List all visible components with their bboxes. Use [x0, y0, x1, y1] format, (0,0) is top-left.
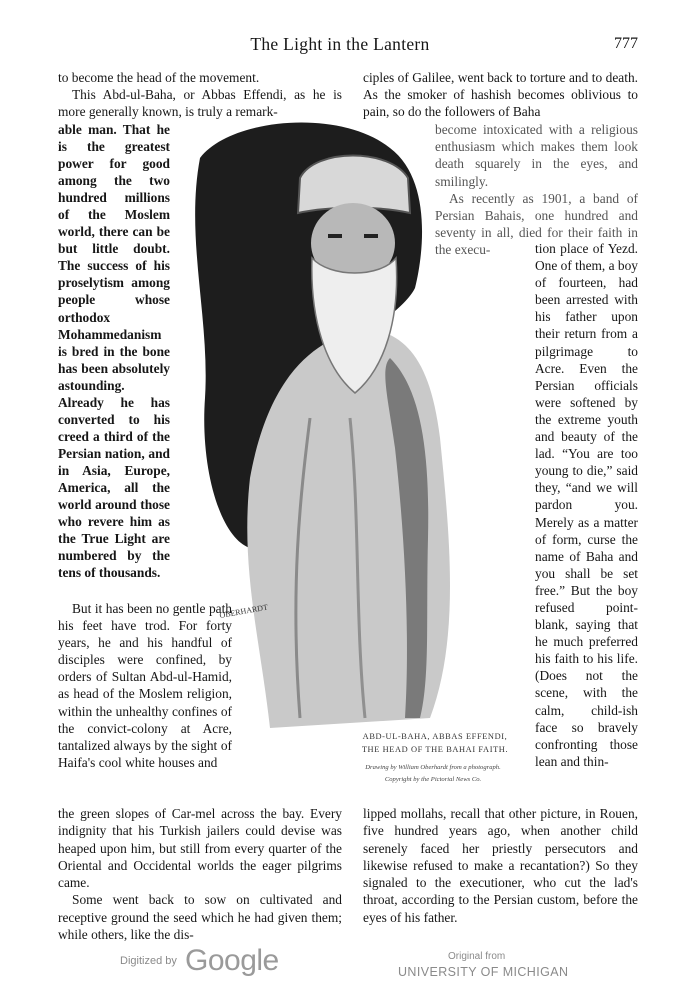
google-logo: Google — [185, 944, 279, 977]
right-column-bottom: lipped mollahs, recall that other picture, in Rouen, five hundred years ago, when another child serenely faced her priestly persecutors and likewise refused to make a recantation?) So they signaled to the executioner, who cut the lad's throat, according to the Persian custom, before the eyes of his father. — [363, 806, 638, 925]
credit-line: Drawing by William Oberhardt from a photograph. — [365, 764, 501, 771]
left-column-bottom — [58, 805, 342, 943]
paragraph: As recently as 1901, a band of Persian Bahais, one hundred and seventy in all, died for their faith in the execu- — [435, 190, 638, 258]
paragraph: Some went back to sow on cultivated and receptive ground the seed which he had given them; while others, like the dis- — [58, 892, 342, 943]
digitized-by-label: Digitized by — [120, 955, 177, 967]
paragraph: become intoxicated with a religious enthusiasm which makes them look death squarely in the eyes, and smilingly. — [435, 122, 638, 189]
artist-signature: OBERHARDT — [218, 602, 269, 620]
figure-credit — [333, 762, 533, 786]
caption-line: THE HEAD OF THE BAHAI FAITH. — [361, 745, 509, 754]
paragraph: But it has been no gentle path his feet have trod. For forty years, he and his handful of disciples were confined, by orders of Sultan Abd-ul-Hamid, as head of the Moslem religion, within the unhealthy confines of the convict-colony at Acre, tantalized always by the sight of Haifa's cool white houses and — [58, 601, 232, 770]
left-column-top — [58, 69, 342, 121]
page-number: 777 — [614, 35, 638, 52]
running-head-title: The Light in the Lantern — [250, 34, 430, 54]
figure-caption — [340, 730, 530, 756]
right-column-top: ciples of Galilee, went back to torture and to death. As the smoker of hashish becomes oblivious to pain, so do the followers of Baha — [363, 70, 638, 120]
right-narrow-column-lower: tion place of Yezd. One of them, a boy of fourteen, had been arrested with his father upon their return from a pilgrimage to Acre. Even the Persian officials were softened by the extreme youth and beauty of the lad. “You are too young to die,” said they, “and we will pardon you. Merely as a matter of form, curse the name of Baha and you shall be set free.” But the boy refused point-blank, saying that he much preferred his faith to his life. (Does not the scene, with the calm, child-ish face so bravely confronting those lean and thin- — [535, 241, 639, 769]
paragraph: the green slopes of Car-mel across the bay. Every indignity that his Turkish jailers could devise was heaped upon him, but still from every quarter of the Oriental and Occidental worlds the eager pilgrims came. — [58, 806, 342, 891]
caption-line: ABD-UL-BAHA, ABBAS EFFENDI, — [362, 732, 508, 741]
portrait-illustration — [190, 118, 530, 748]
left-narrow-column: able man. That he is the greatest power for good among the two hundred millions of the Moslem world, there can be but little doubt. The success of his proselytism among people whose orthodox Mohammedanism is bred in the bone has been absolutely astounding. Already he has converted to his creed a third of the Persian nation, and in Asia, Europe, America, all the world around those who revere him as the True Light are numbered by the tens of thousands. — [58, 122, 170, 581]
university-label: UNIVERSITY OF MICHIGAN — [398, 965, 569, 979]
paragraph: to become the head of the movement. — [58, 70, 260, 85]
paragraph: This Abd-ul-Baha, or Abbas Effendi, as he is more generally known, is truly a remark- — [58, 87, 342, 120]
credit-line: Copyright by the Pictorial News Co. — [384, 776, 482, 783]
original-from-label: Original from — [448, 951, 506, 962]
